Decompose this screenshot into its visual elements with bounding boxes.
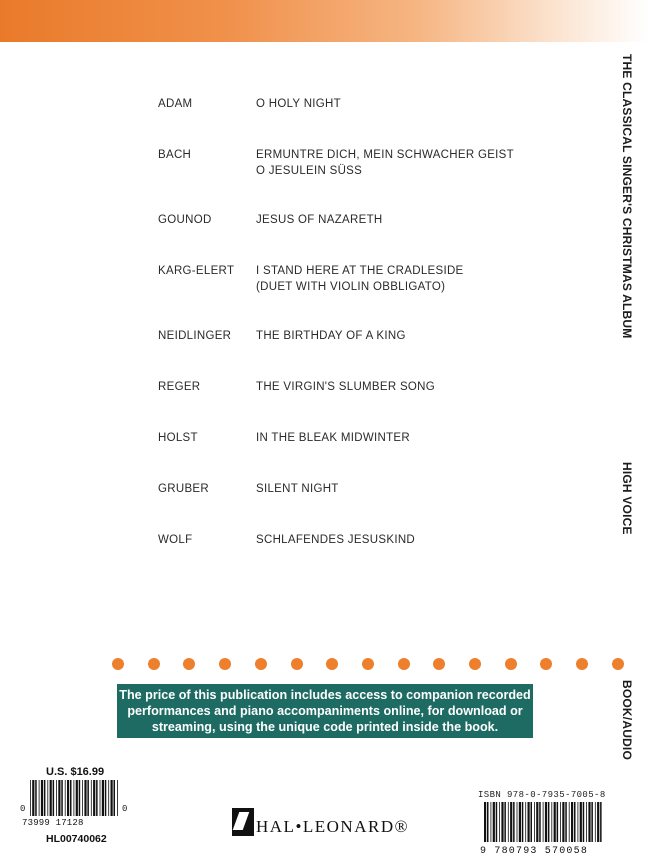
- song-title: THE BIRTHDAY OF A KING: [256, 330, 406, 342]
- notice-line: performances and piano accompaniments online, for download or: [127, 704, 523, 718]
- composer-name: BACH: [158, 149, 192, 161]
- song-title: JESUS OF NAZARETH: [256, 214, 383, 226]
- song-titles: [256, 532, 586, 548]
- song-title: SILENT NIGHT: [256, 483, 339, 495]
- song-titles: [256, 430, 586, 446]
- dot-row: [112, 658, 632, 670]
- decorative-dot: [148, 658, 160, 670]
- upc-barcode: [30, 780, 120, 816]
- decorative-dot: [219, 658, 231, 670]
- song-title: O JESULEIN SÜSS: [256, 165, 363, 177]
- decorative-dot: [398, 658, 410, 670]
- notice-box: [117, 684, 533, 738]
- decorative-dot: [612, 658, 624, 670]
- spine-format: BOOK/AUDIO: [620, 680, 634, 760]
- song-titles: [256, 328, 586, 344]
- product-code: HL00740062: [46, 833, 107, 845]
- decorative-dot: [255, 658, 267, 670]
- composer-name: GRUBER: [158, 483, 210, 495]
- composer-name: GOUNOD: [158, 214, 212, 226]
- hal-leonard-logo-mark-icon: [232, 808, 254, 836]
- song-titles: [256, 263, 586, 295]
- composer-name: KARG-ELERT: [158, 265, 235, 277]
- upc-digits: 73999 17128: [22, 818, 84, 828]
- publisher-logo: [232, 808, 432, 838]
- notice-line: streaming, using the unique code printed inside the book.: [151, 720, 499, 734]
- composer-name: HOLST: [158, 432, 198, 444]
- song-title: (DUET WITH VIOLIN OBBLIGATO): [256, 281, 446, 293]
- publisher-name: HAL•LEONARD®: [256, 817, 410, 836]
- song-title: O HOLY NIGHT: [256, 98, 341, 110]
- song-titles: [256, 96, 586, 112]
- song-titles: [256, 147, 586, 179]
- isbn-digits: 9 780793 570058: [480, 846, 589, 857]
- song-titles: [256, 379, 586, 395]
- decorative-dot: [362, 658, 374, 670]
- decorative-dot: [112, 658, 124, 670]
- decorative-dot: [540, 658, 552, 670]
- price: U.S. $16.99: [46, 766, 105, 778]
- top-gradient-band: [0, 0, 648, 42]
- song-title: I STAND HERE AT THE CRADLESIDE: [256, 265, 464, 277]
- notice-line: The price of this publication includes access to companion recorded: [119, 688, 531, 702]
- decorative-dot: [505, 658, 517, 670]
- upc-left-digit: 0: [20, 804, 26, 814]
- spine-title: THE CLASSICAL SINGER'S CHRISTMAS ALBUM: [620, 54, 634, 339]
- decorative-dot: [183, 658, 195, 670]
- decorative-dot: [291, 658, 303, 670]
- song-title: ERMUNTRE DICH, MEIN SCHWACHER GEIST: [256, 149, 514, 161]
- isbn-label: ISBN 978-0-7935-7005-8: [478, 790, 606, 800]
- isbn-barcode: [484, 802, 602, 842]
- composer-name: REGER: [158, 381, 201, 393]
- composer-name: NEIDLINGER: [158, 330, 232, 342]
- decorative-dot: [469, 658, 481, 670]
- song-title: IN THE BLEAK MIDWINTER: [256, 432, 410, 444]
- song-titles: [256, 212, 586, 228]
- upc-right-digit: 0: [122, 804, 128, 814]
- spine-voice: HIGH VOICE: [620, 462, 634, 535]
- decorative-dot: [576, 658, 588, 670]
- song-title: SCHLAFENDES JESUSKIND: [256, 534, 416, 546]
- song-titles: [256, 481, 586, 497]
- composer-name: ADAM: [158, 98, 193, 110]
- decorative-dot: [433, 658, 445, 670]
- composer-name: WOLF: [158, 534, 193, 546]
- song-title: THE VIRGIN'S SLUMBER SONG: [256, 381, 436, 393]
- decorative-dot: [326, 658, 338, 670]
